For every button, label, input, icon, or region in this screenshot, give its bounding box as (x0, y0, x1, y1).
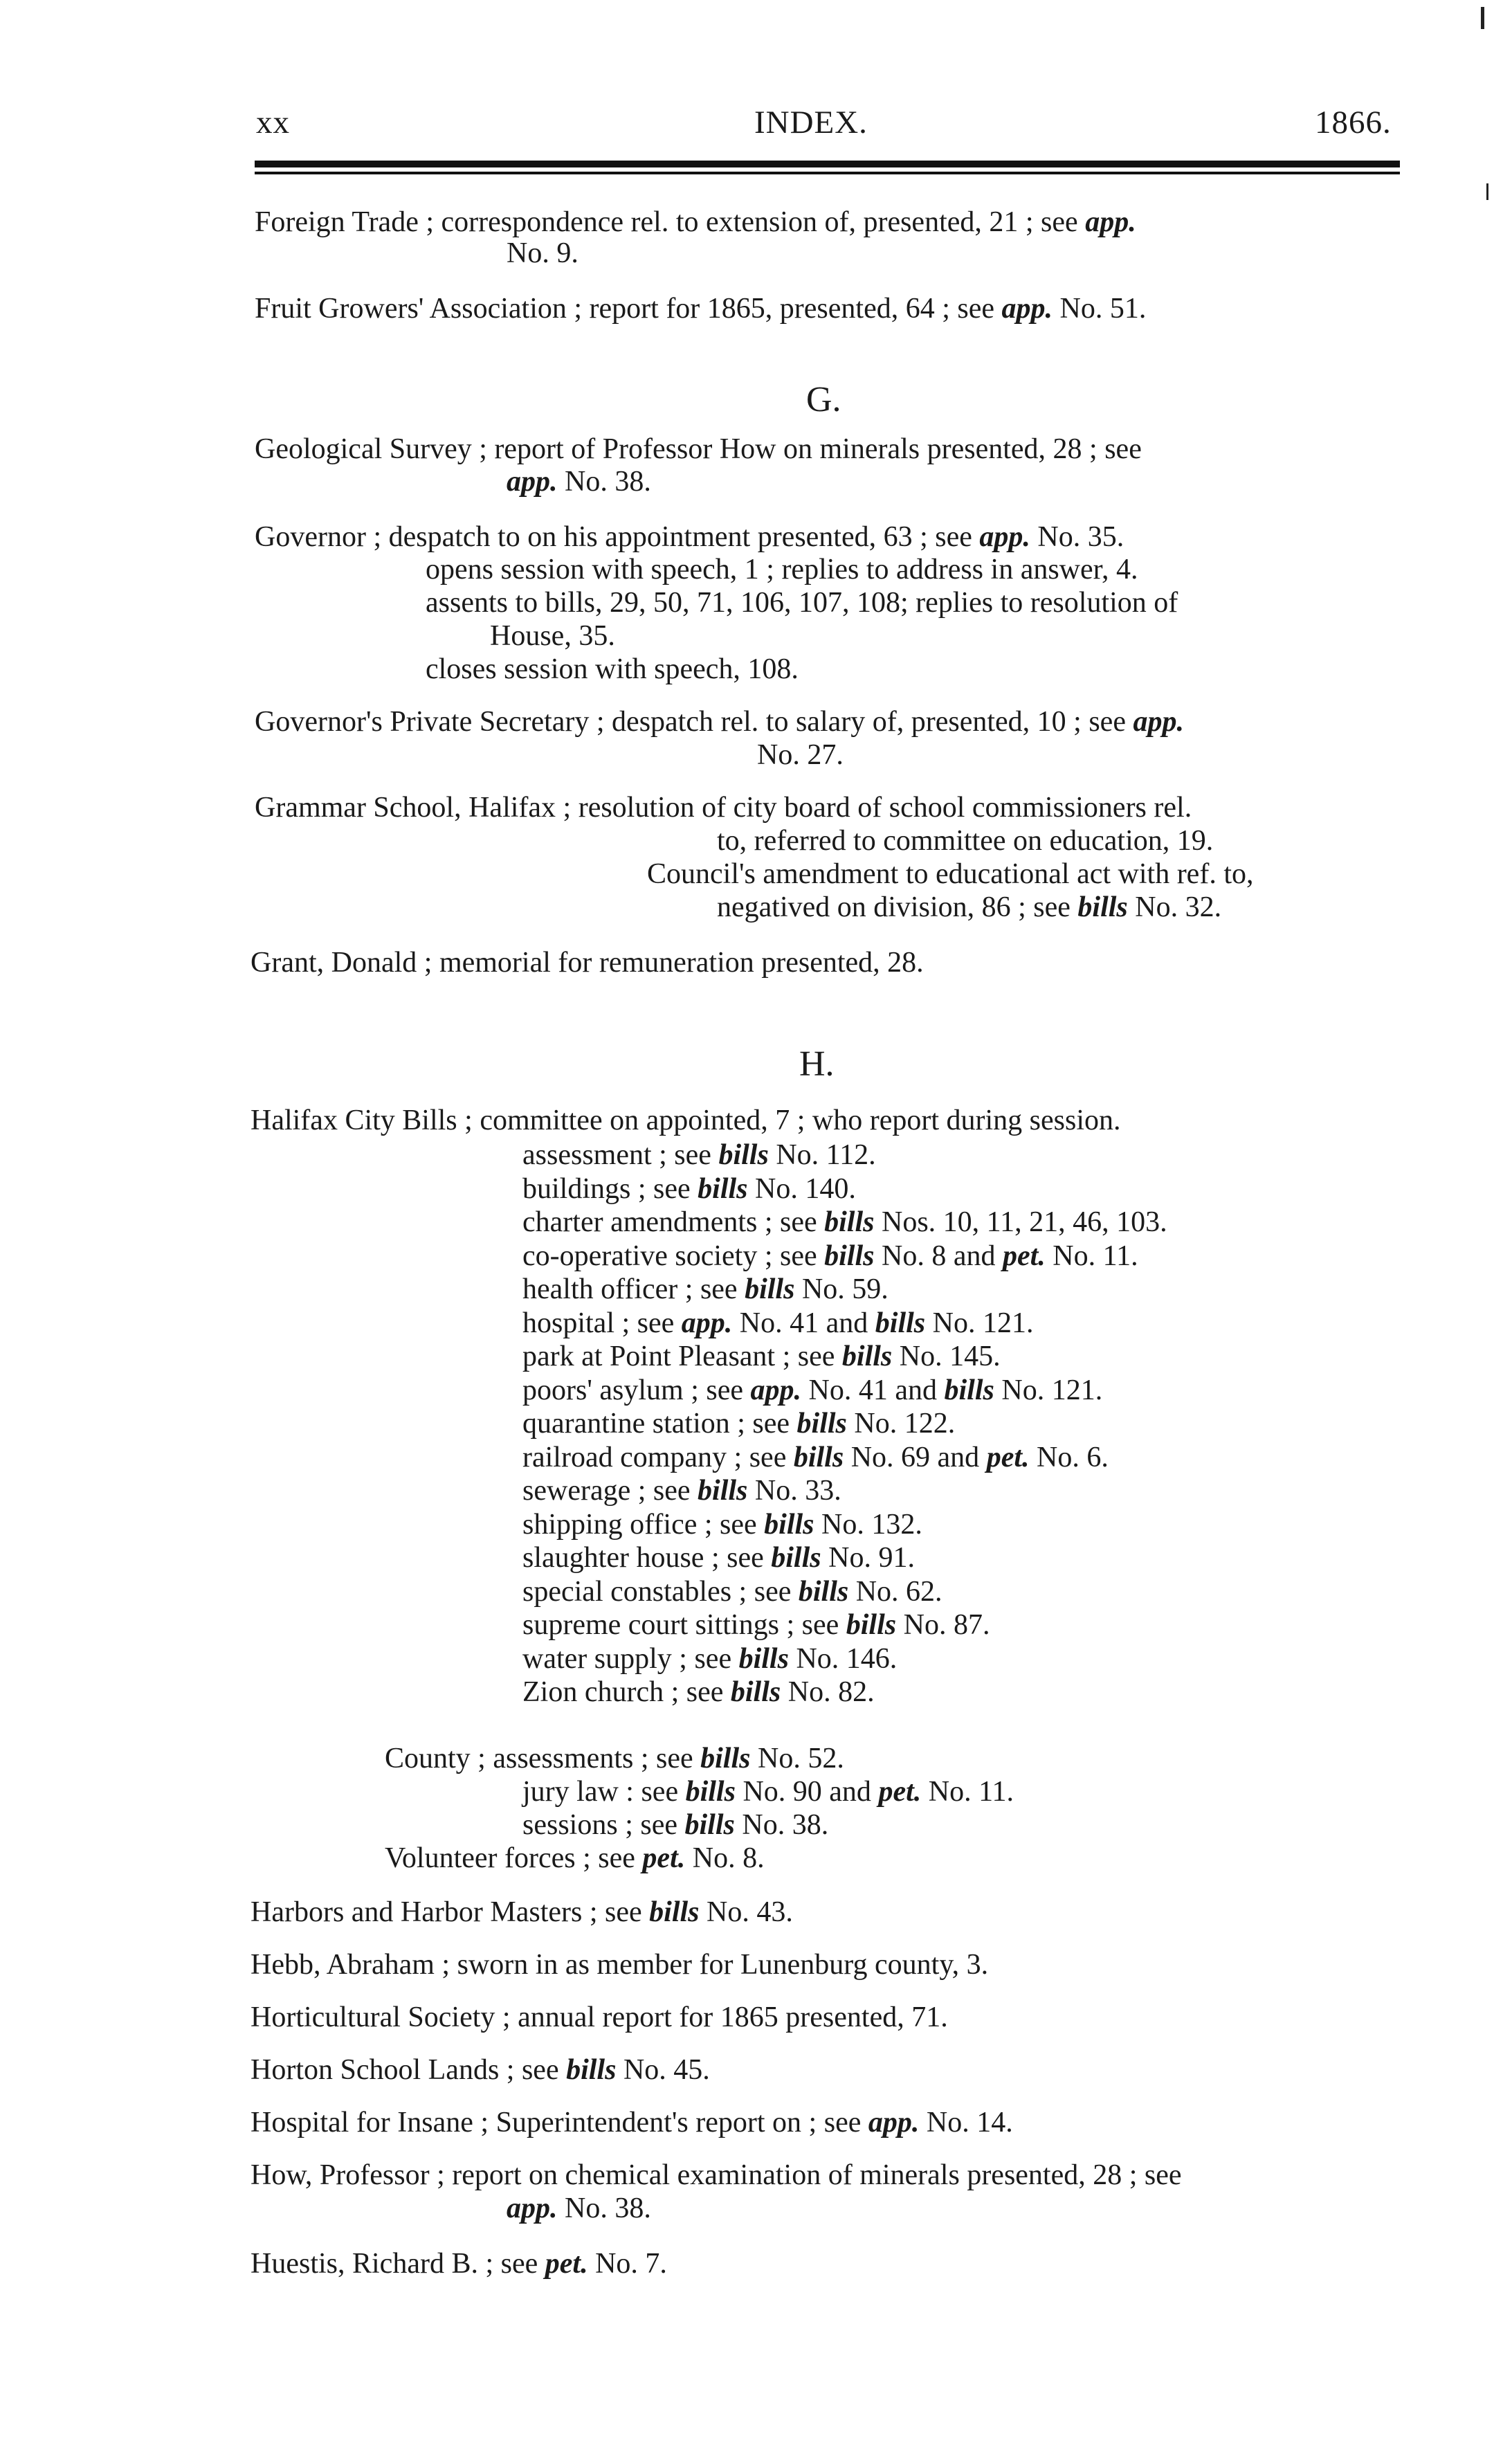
subentry-text: railroad company ; see (522, 1442, 794, 1473)
index-entry-fruit-growers: Fruit Growers' Association ; report for 1865, presented, 64 ; see app. No. 51. (255, 293, 1147, 325)
index-subentry (522, 1275, 889, 1304)
subentry-text: No. 8 and (874, 1240, 1003, 1272)
index-entry-how: How, Professor ; report on chemical examination of minerals presented, 28 ; see (251, 2159, 1182, 2191)
subentry-text: co-operative society ; see (522, 1240, 825, 1272)
index-subentry (522, 1443, 1109, 1472)
subentry-text: No. 41 and (732, 1307, 875, 1339)
reference-type: bills (875, 1307, 926, 1339)
subentry-text: No. 122. (846, 1408, 956, 1440)
subentry-text: No. 33. (747, 1475, 841, 1507)
subentry-text: No. 69 and (844, 1442, 987, 1473)
reference-type: bills (738, 1643, 789, 1675)
subentry-text: No. 11. (1045, 1240, 1138, 1272)
reference-type: pet. (986, 1442, 1030, 1473)
subentry-text: No. 132. (814, 1509, 922, 1541)
page-year: 1866. (1315, 105, 1392, 140)
subentry-text: water supply ; see (522, 1643, 739, 1675)
subentry-text: No. 59. (794, 1273, 889, 1305)
index-entry-governors-secretary: Governor's Private Secretary ; despatch rel. to salary of, presented, 10 ; see app. (255, 706, 1184, 738)
subentry-text: slaughter house ; see (522, 1542, 772, 1574)
reference-type: app. (750, 1374, 802, 1406)
index-subentry (522, 1644, 897, 1673)
index-subentry: opens session with speech, 1 ; replies to address in answer, 4. (426, 554, 1138, 585)
subentry-text: buildings ; see (522, 1173, 698, 1205)
subentry-text: charter amendments ; see (522, 1206, 825, 1238)
index-subentry (522, 1342, 1001, 1371)
reference-type: pet. (1002, 1240, 1046, 1272)
index-entry-continuation: No. 27. (757, 739, 844, 771)
reference-type: bills (841, 1341, 893, 1372)
reference-type: bills (764, 1509, 814, 1541)
index-entry-grant: Grant, Donald ; memorial for remuneration presented, 28. (251, 947, 924, 979)
subentry-text: No. 112. (768, 1139, 876, 1171)
index-subentry-volunteer-forces: Volunteer forces ; see pet. No. 8. (385, 1842, 765, 1874)
subentry-text: shipping office ; see (522, 1509, 765, 1541)
index-entry-grammar-school: Grammar School, Halifax ; resolution of city board of school commissioners rel. (255, 792, 1192, 824)
subentry-text: quarantine station ; see (522, 1408, 797, 1440)
index-subentry (522, 1577, 942, 1606)
subentry-text: health officer ; see (522, 1273, 745, 1305)
index-subentry: Council's amendment to educational act with ref. to, (647, 858, 1254, 890)
index-entry-harbors: Harbors and Harbor Masters ; see bills No. 43. (251, 1896, 793, 1928)
index-entry-continuation: House, 35. (490, 620, 615, 652)
subentry-text: No. 146. (788, 1643, 898, 1675)
index-subentry: closes session with speech, 108. (426, 653, 799, 685)
index-subentry (522, 1476, 841, 1505)
section-letter-g: G. (806, 380, 841, 419)
header-rule-thick (255, 161, 1400, 167)
index-subentry (522, 1543, 915, 1572)
index-subentry: sessions ; see bills No. 38. (522, 1809, 829, 1841)
index-entry-continuation: to, referred to committee on education, 19. (717, 825, 1214, 857)
index-subentry (522, 1174, 856, 1204)
reference-type: bills (771, 1542, 821, 1574)
index-subentry (522, 1242, 1138, 1271)
margin-mark (1486, 183, 1488, 200)
subentry-text: poors' asylum ; see (522, 1374, 751, 1406)
index-entry-continuation: No. 9. (507, 237, 579, 269)
index-entry-huestis: Huestis, Richard B. ; see pet. No. 7. (251, 2248, 667, 2280)
subentry-text: No. 41 and (801, 1374, 945, 1406)
index-subentry (522, 1141, 876, 1170)
subentry-text: hospital ; see (522, 1307, 682, 1339)
index-subentry-county: County ; assessments ; see bills No. 52. (385, 1743, 844, 1774)
index-entry-halifax-city-bills: Halifax City Bills ; committee on appointed, 7 ; who report during session. (251, 1105, 1121, 1136)
reference-type: app. (681, 1307, 733, 1339)
index-entry-continuation: app. No. 38. (507, 466, 651, 498)
subentry-text: Zion church ; see (522, 1676, 731, 1708)
margin-mark (1481, 7, 1484, 29)
index-entry-horticultural: Horticultural Society ; annual report for 1865 presented, 71. (251, 2001, 948, 2033)
subentry-text: Nos. 10, 11, 21, 46, 103. (874, 1206, 1167, 1238)
reference-type: bills (698, 1173, 748, 1205)
subentry-text: No. 6. (1029, 1442, 1109, 1473)
index-subentry (522, 1409, 955, 1438)
reference-type: bills (944, 1374, 994, 1406)
reference-type: bills (793, 1442, 844, 1473)
subentry-text: No. 62. (848, 1576, 942, 1608)
subentry-text: No. 121. (925, 1307, 1034, 1339)
index-subentry (522, 1510, 922, 1539)
subentry-text: No. 121. (994, 1374, 1103, 1406)
subentry-text: assessment ; see (522, 1139, 719, 1171)
index-subentry (522, 1610, 990, 1640)
subentry-text: special constables ; see (522, 1576, 799, 1608)
subentry-text: No. 87. (896, 1609, 990, 1641)
subentry-text: supreme court sittings ; see (522, 1609, 846, 1641)
reference-type: bills (824, 1240, 875, 1272)
subentry-text: park at Point Pleasant ; see (522, 1341, 842, 1372)
section-letter-h: H. (799, 1044, 835, 1084)
index-entry-governor: Governor ; despatch to on his appointment presented, 63 ; see app. No. 35. (255, 521, 1124, 553)
page-title: INDEX. (754, 105, 868, 140)
index-subentry (522, 1309, 1033, 1338)
reference-type: bills (846, 1609, 897, 1641)
index-subentry: jury law : see bills No. 90 and pet. No. 11. (522, 1776, 1014, 1808)
page-number: xx (256, 105, 290, 140)
index-entry-horton: Horton School Lands ; see bills No. 45. (251, 2054, 710, 2086)
index-entry-hebb: Hebb, Abraham ; sworn in as member for Lunenburg county, 3. (251, 1949, 989, 1981)
header-rule-thin (255, 172, 1400, 174)
index-entry-geological-survey: Geological Survey ; report of Professor How on minerals presented, 28 ; see (255, 433, 1142, 465)
index-subentry (522, 1208, 1167, 1237)
index-entry-continuation: negatived on division, 86 ; see bills No. 32. (717, 891, 1222, 923)
subentry-text: sewerage ; see (522, 1475, 698, 1507)
reference-type: bills (796, 1408, 847, 1440)
index-subentry (522, 1376, 1102, 1405)
reference-type: bills (824, 1206, 875, 1238)
subentry-text: No. 140. (747, 1173, 856, 1205)
subentry-text: No. 91. (821, 1542, 915, 1574)
reference-type: bills (718, 1139, 769, 1171)
reference-type: bills (698, 1475, 748, 1507)
index-subentry (522, 1678, 875, 1707)
index-entry-hospital-insane: Hospital for Insane ; Superintendent's report on ; see app. No. 14. (251, 2107, 1013, 2138)
reference-type: bills (798, 1576, 849, 1608)
index-entry-foreign-trade: Foreign Trade ; correspondence rel. to extension of, presented, 21 ; see app. (255, 206, 1136, 238)
subentry-text: No. 82. (781, 1676, 875, 1708)
reference-type: bills (745, 1273, 795, 1305)
subentry-text: No. 145. (892, 1341, 1001, 1372)
reference-type: bills (730, 1676, 781, 1708)
index-subentry: assents to bills, 29, 50, 71, 106, 107, 108; replies to resolution of (426, 587, 1178, 619)
index-entry-continuation: app. No. 38. (507, 2192, 651, 2224)
